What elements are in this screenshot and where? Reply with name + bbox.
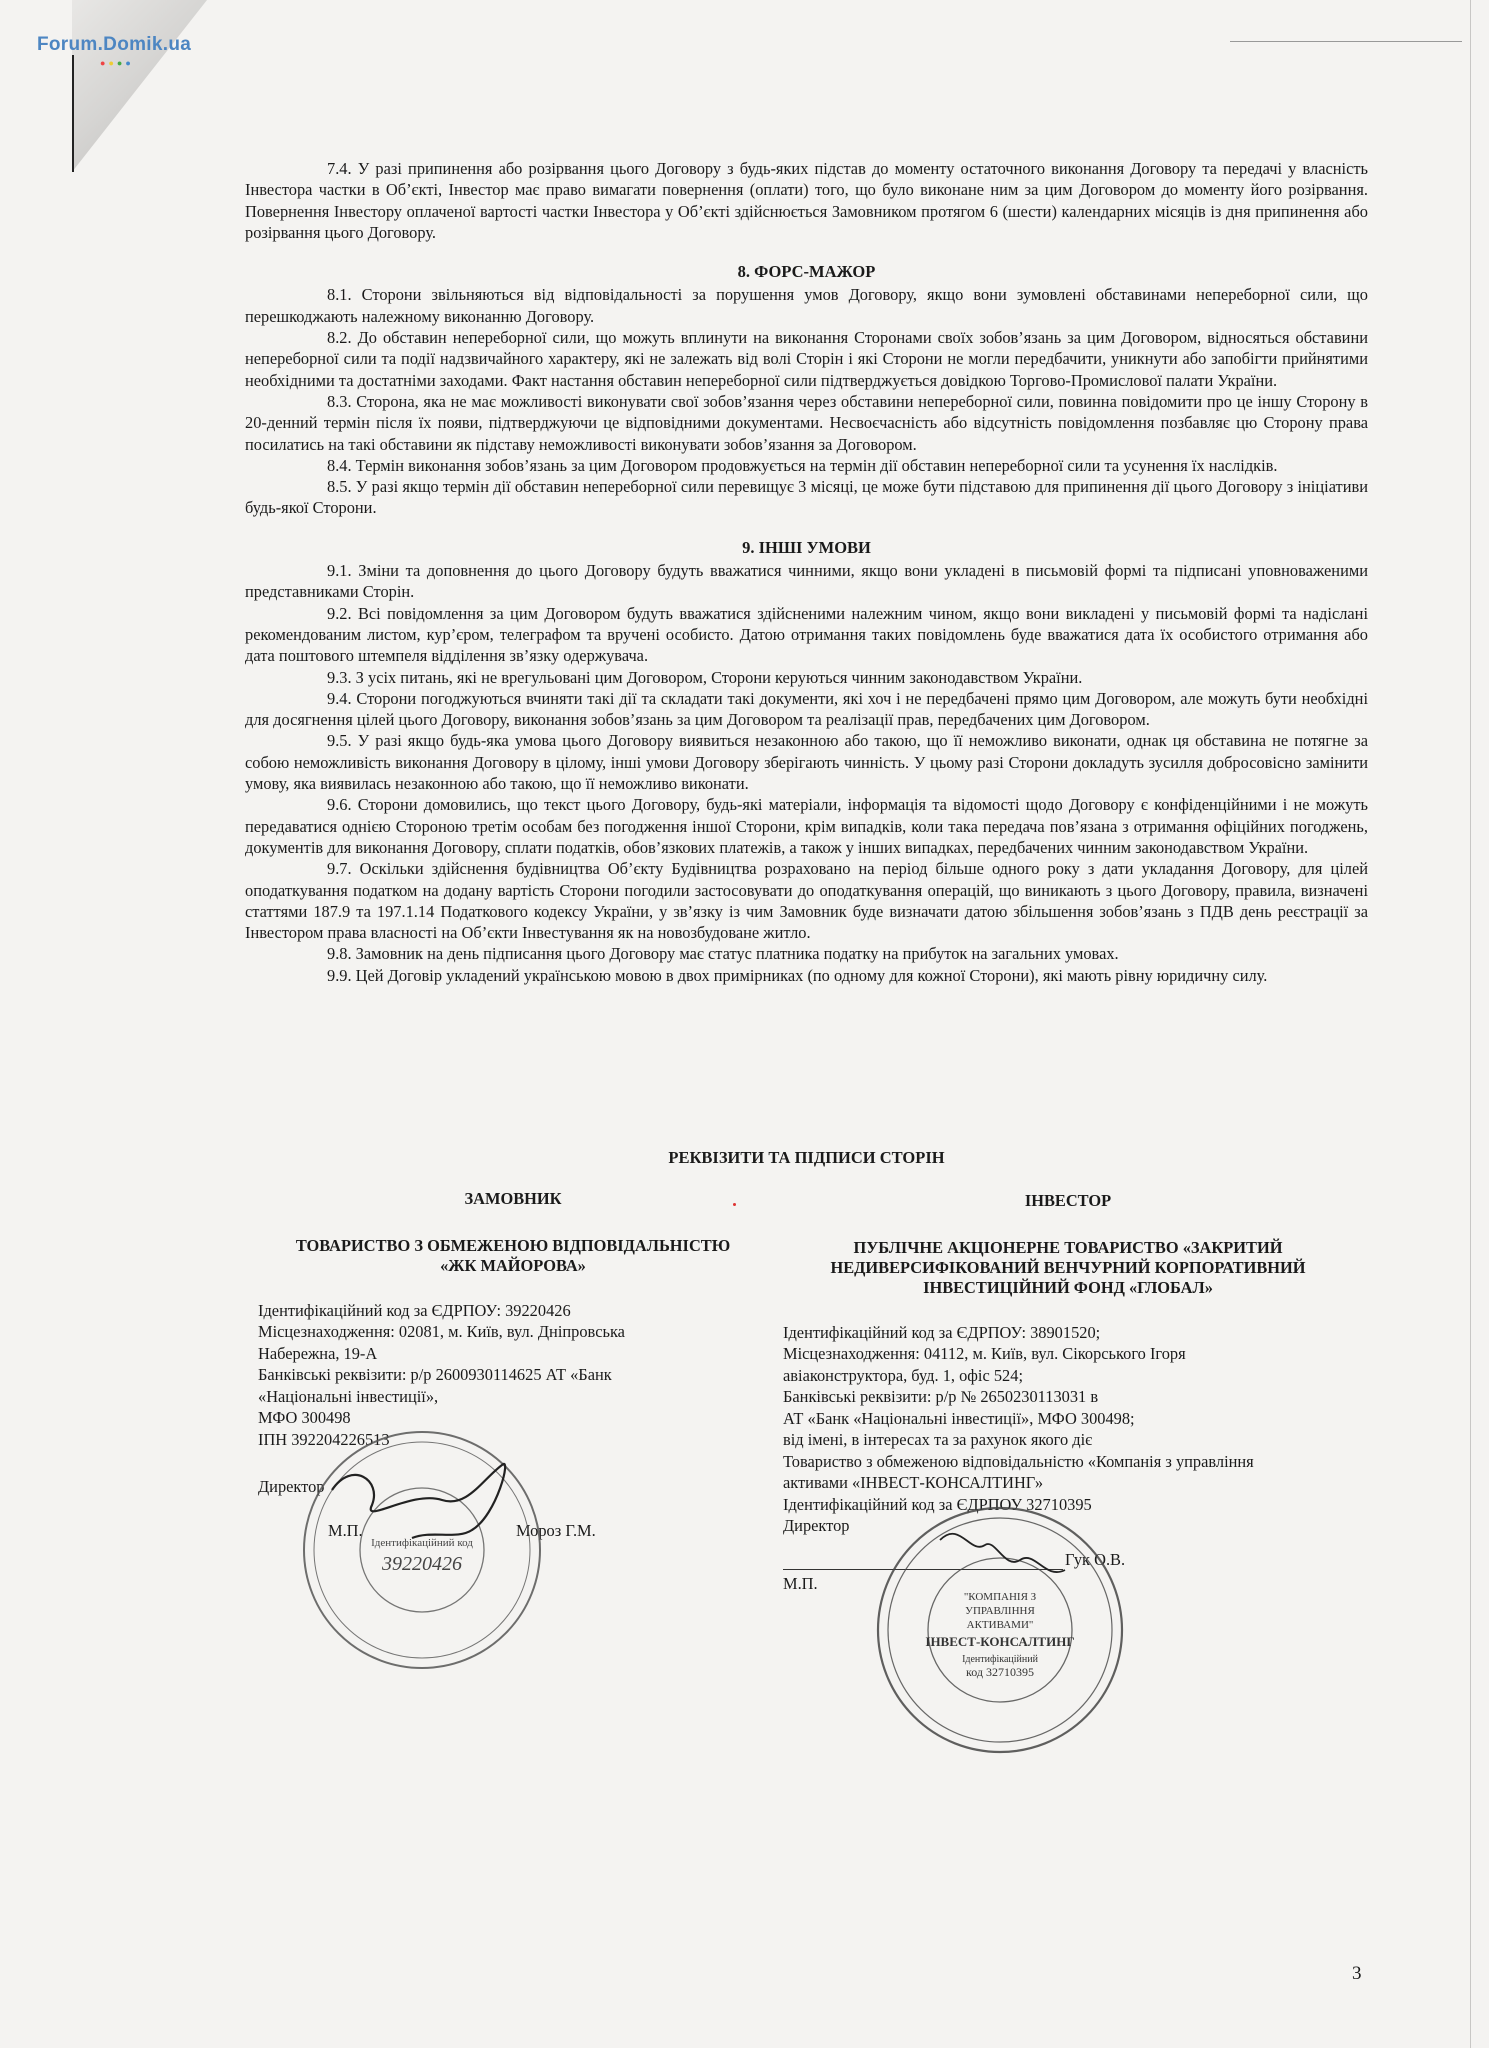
section-heading-9: 9. ІНШІ УМОВИ — [742, 537, 871, 557]
clause-8-3: 8.3. Сторона, яка не має можливості виконувати свої зобов’язання через обставини непереборної сили, повинна повідомити про це іншу Сторону в 20-денний термін після їх появи, підтверджуючи це відповідними документами. Несвоєчасність або відсутність повідомлення позбавляє цю Сторону права посилатись на такі обставини як підставу неможливості виконувати зобов’язання за Договором. — [245, 391, 1368, 454]
customer-director-name: Мороз Г.М. — [516, 1520, 596, 1540]
customer-bank: Банківські реквізити: р/р 2600930114625 АТ «Банк — [258, 1365, 612, 1384]
investor-bank: АТ «Банк «Національні інвестиції», МФО 300498; — [783, 1408, 1135, 1428]
clause-9-6: 9.6. Сторони домовились, що текст цього Договору, будь-які матеріали, інформація та відомості щодо Договору є конфіденційними і не можуть передаватися однією Стороною третім особам без погодження іншої Сторони, крім випадків, коли така передача пов’язана з отримання офіційних погоджень, документів для виконання Договору, сплати податків, обов’язкових платежів, а також у інших випадках, передбачених чинним законодавством України. — [245, 795, 1368, 857]
investor-stamp-text: код 32710395 — [966, 1665, 1034, 1679]
investor-company: активами «ІНВЕСТ-КОНСАЛТИНГ» — [783, 1473, 1044, 1492]
clause-8-1: 8.1. Сторони звільняються від відповідальності за порушення умов Договору, якщо вони зумовлені обставинами непереборної сили, що перешкоджають належному виконанню Договору. — [245, 285, 1368, 326]
requisites-title: РЕКВІЗИТИ ТА ПІДПИСИ СТОРІН — [668, 1148, 945, 1167]
investor-name — [783, 1238, 1353, 1298]
investor-role: ІНВЕСТОР — [1024, 1191, 1112, 1210]
clause-7-4: 7.4. У разі припинення або розірвання цього Договору з будь-яких підстав до моменту остаточного виконання Договору та передачі у власність Інвестора частки в Об’єкті, Інвестор має право вимагати повернення (оплати) того, що було виконане ним за цим Договором до моменту його розірвання. Повернення Інвестору оплаченої вартості частки Інвестора у Об’єкті здійснюється Замовником протягом 6 (шести) календарних місяців із дня припинення або розірвання цього Договору. — [245, 159, 1368, 242]
investor-bank: Банківські реквізити: р/р № 2650230113031 в — [783, 1387, 1099, 1406]
watermark: Forum.Domik.ua — [37, 34, 192, 55]
clause-9-2: 9.2. Всі повідомлення за цим Договором будуть вважатися здійсненими належним чином, якщо вони викладені у письмовій формі та надіслані рекомендованим листом, кур’єром, телеграфом та вручені особисто. Датою отримання таких повідомлень буде вважатися дата їх особистого отримання або дата поштового штемпеля відділення зв’язку одержувача. — [245, 603, 1368, 666]
investor-stamp-text: Ідентифікаційний — [962, 1654, 1038, 1665]
investor-stamp — [870, 1500, 1130, 1760]
customer-code: Ідентифікаційний код за ЄДРПОУ: 39220426 — [258, 1300, 571, 1320]
investor-name-line: НЕДИВЕРСИФІКОВАНИЙ ВЕНЧУРНИЙ КОРПОРАТИВНИЙ — [830, 1257, 1306, 1277]
clause-9-5: 9.5. У разі якщо будь-яка умова цього Договору виявиться незаконною або такою, що її неможливо виконати, однак ця обставина не потягне за собою неможливість виконання Договору в цілому, інші умови Договору зберігають чинність. У цьому разі Сторони докладуть зусилля добросовісно замінити умову, яка виявилась незаконною або такою, що її неможливо виконати. — [245, 731, 1368, 794]
investor-director-label: Директор — [783, 1516, 850, 1535]
top-rule — [1230, 41, 1462, 42]
investor-stamp-text: "КОМПАНІЯ З — [963, 1591, 1037, 1603]
clause-9-7: 9.7. Оскільки здійснення будівництва Об’єкту Будівництва розраховано на період більше одного року з дати укладання Договору, для цілей оподаткування податком на додану вартість Сторони погодили застосовувати до оподаткування операцій, що виникають з цього Договору, правила, визначені статтями 187.9 та 197.1.14 Податкового кодексу України, у зв’язку із чим Замовник буде визначати датою збільшення зобов’язань з ПДВ день реєстрації за Інвестором права власності на Об’єкти Інвестування як на новозбудоване житло. — [245, 859, 1368, 943]
investor-company: Товариство з обмеженою відповідальністю «Компанія з управління — [783, 1451, 1254, 1471]
folded-corner-edge — [72, 55, 74, 172]
customer-stamp — [292, 1420, 552, 1680]
clause-9-8: 9.8. Замовник на день підписання цього Договору має статус платника податку на прибуток на загальних умовах. — [327, 944, 1119, 964]
clause-9-1: 9.1. Зміни та доповнення до цього Договору будуть вважатися чинними, якщо вони укладені в письмовій формі та підписані уповноваженими представниками Сторін. — [245, 561, 1368, 602]
customer-stamp-code: 39220426 — [382, 1553, 462, 1575]
investor-stamp-text: АКТИВАМИ" — [966, 1619, 1034, 1631]
customer-role: ЗАМОВНИК — [464, 1189, 562, 1208]
customer-stamp-text: Ідентифікаційний код — [371, 1537, 473, 1549]
customer-address: Місцезнаходження: 02081, м. Київ, вул. Дніпровська — [258, 1322, 625, 1341]
folded-corner — [72, 0, 207, 172]
watermark-dots: ●●●● — [100, 58, 134, 68]
customer-name — [258, 1236, 768, 1276]
clause-8-2: 8.2. До обставин непереборної сили, що можуть вплинути на виконання Сторонами своїх зобов’язань за цим Договором, відносяться обставини непереборної сили та події надзвичайного характеру, які не залежать від волі Сторін і які Сторони не могли передбачити, уникнути або запобігти прийнятими необхідними та достатніми заходами. Факт настання обставин непереборної сили підтверджується довідкою Торгово-Промислової палати України. — [245, 328, 1368, 390]
investor-address: авіаконструктора, буд. 1, офіс 524; — [783, 1365, 1023, 1385]
customer-bank: «Національні інвестиції», — [258, 1386, 439, 1406]
customer-mp: М.П. — [328, 1520, 363, 1540]
clause-9-4: 9.4. Сторони погоджуються вчиняти такі дії та складати такі документи, які хоч і не передбачені прямо цим Договором, але можуть бути необхідні для досягнення цілей цього Договору, виконання зобов’язань за цим Договором та реалізації прав, передбачених цим Договором. — [245, 688, 1368, 730]
customer-name-line: ТОВАРИСТВО З ОБМЕЖЕНОЮ ВІДПОВІДАЛЬНІСТЮ — [295, 1235, 731, 1255]
investor-stamp-text: УПРАВЛІННЯ — [965, 1605, 1035, 1617]
investor-behalf: від імені, в інтересах та за рахунок якого діє — [783, 1430, 1093, 1449]
clause-9-9: 9.9. Цей Договір укладений українською мовою в двох примірниках (по одному для кожної Сторони), які мають рівну юридичну силу. — [327, 965, 1268, 985]
investor-name-line: ІНВЕСТИЦІЙНИЙ ФОНД «ГЛОБАЛ» — [923, 1277, 1213, 1297]
customer-ipn: ІПН 392204226513 — [258, 1429, 390, 1449]
customer-mfo: МФО 300498 — [258, 1408, 351, 1427]
investor-signature — [940, 1534, 1065, 1572]
investor-mp: М.П. — [783, 1574, 818, 1593]
customer-director-label: Директор — [258, 1477, 325, 1496]
investor-name-line: ПУБЛІЧНЕ АКЦІОНЕРНЕ ТОВАРИСТВО «ЗАКРИТИЙ — [853, 1237, 1283, 1257]
investor-director-name: Гук О.В. — [1065, 1550, 1126, 1569]
investor-stamp-text: ІНВЕСТ-КОНСАЛТИНГ — [925, 1634, 1075, 1649]
customer-name-line: «ЖК МАЙОРОВА» — [440, 1255, 586, 1275]
investor-address: Місцезнаходження: 04112, м. Київ, вул. Сікорського Ігоря — [783, 1344, 1186, 1363]
page-edge-line — [1470, 0, 1471, 2048]
section-heading-8: 8. ФОРС-МАЖОР — [737, 262, 876, 282]
investor-company-code: Ідентифікаційний код за ЄДРПОУ 32710395 — [783, 1494, 1092, 1514]
clause-9-3: 9.3. З усіх питань, які не врегульовані цим Договором, Сторони керуються чинним законодавством України. — [327, 667, 1083, 687]
investor-code: Ідентифікаційний код за ЄДРПОУ: 38901520; — [783, 1322, 1101, 1342]
customer-address: Набережна, 19-А — [258, 1343, 378, 1363]
clause-8-4: 8.4. Термін виконання зобов’язань за цим Договором продовжується на термін дії обставин непереборної сили та усунення їх наслідків. — [327, 455, 1278, 475]
document-body — [245, 158, 1368, 986]
page-number: 3 — [1352, 1963, 1362, 1984]
clause-8-5: 8.5. У разі якщо термін дії обставин непереборної сили перевищує 3 місяці, це може бути підставою для припинення дії цього Договору з ініціативи будь-якої Сторони. — [245, 477, 1368, 518]
